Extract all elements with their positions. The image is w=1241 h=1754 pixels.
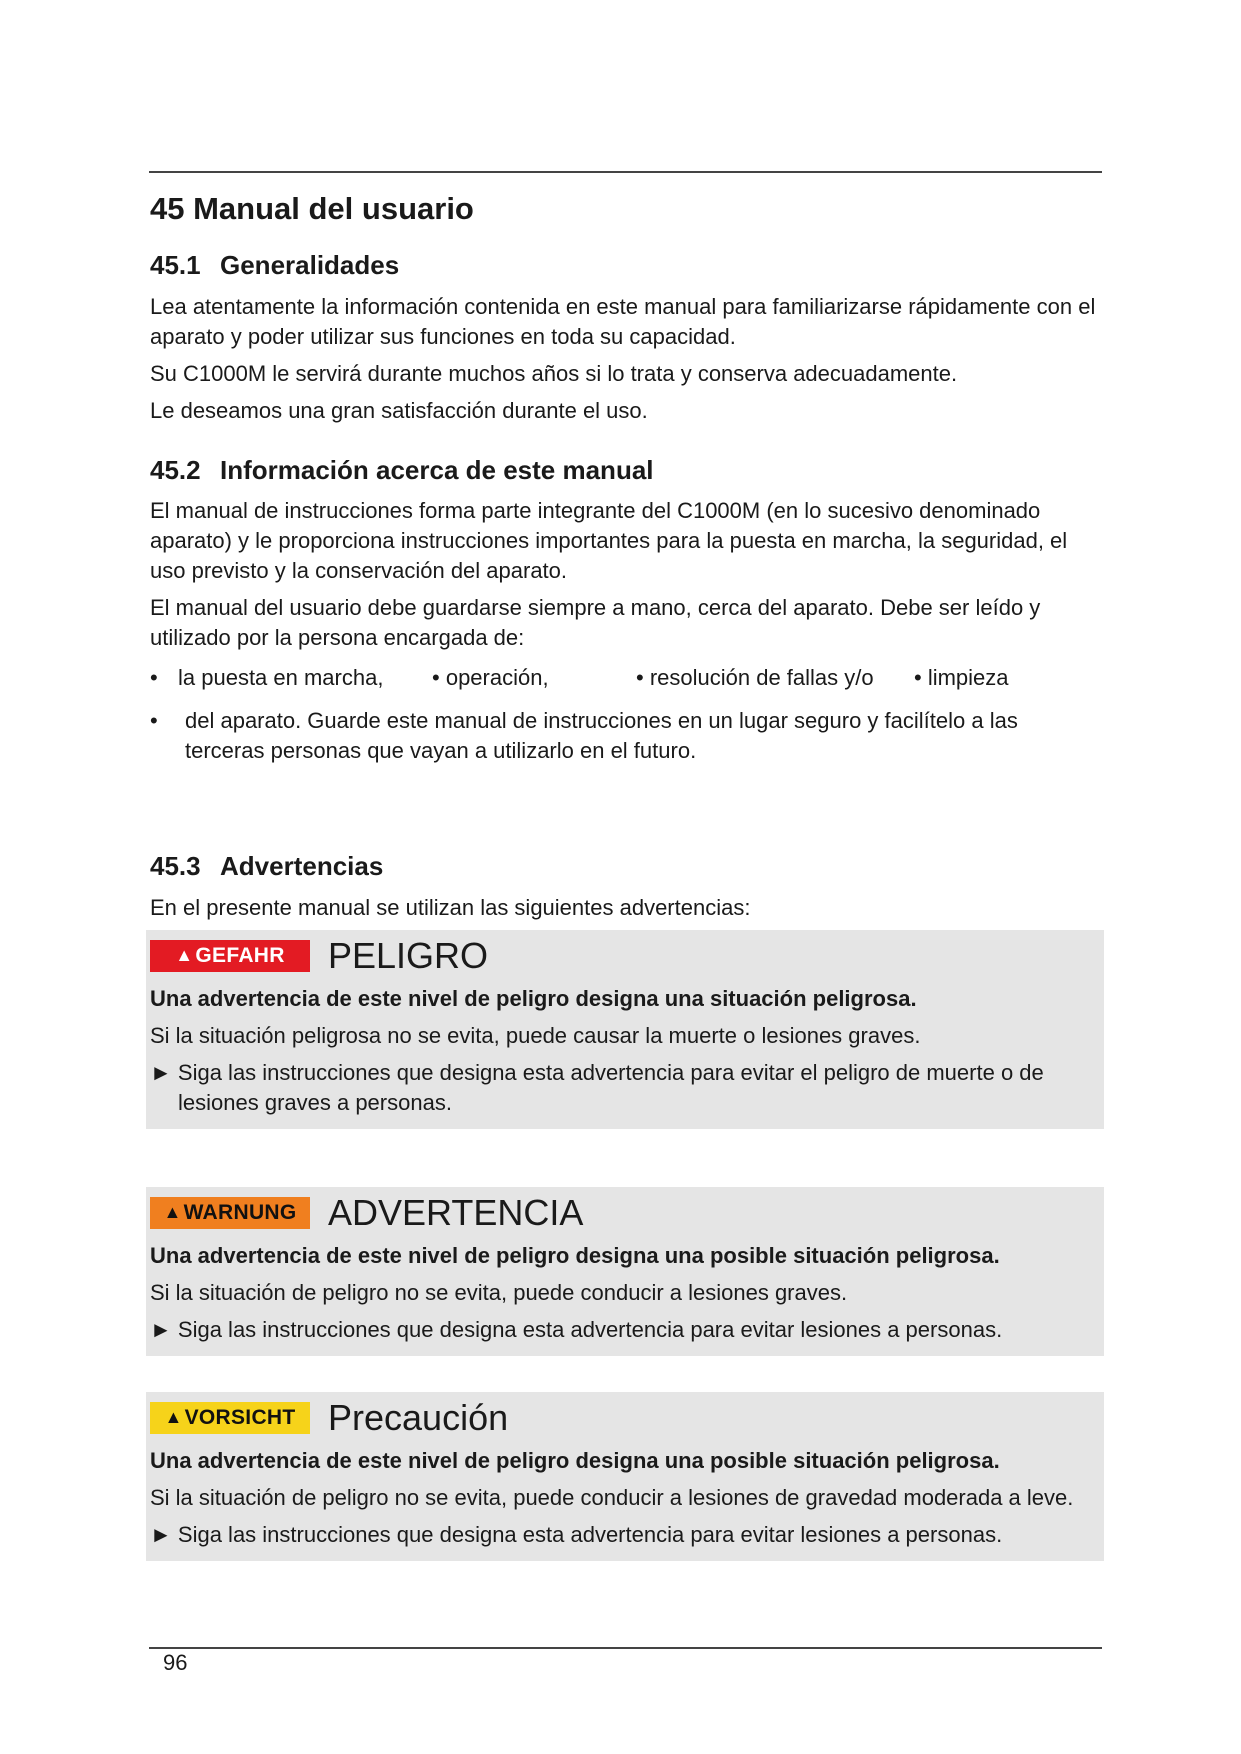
bullet-icon: • xyxy=(914,665,922,691)
bullet-item: • resolución de fallas y/o xyxy=(636,665,874,691)
warning-title: PELIGRO xyxy=(328,934,489,976)
warning-box-warning xyxy=(146,1187,1104,1356)
gefahr-badge: ▲ GEFAHR xyxy=(150,940,310,972)
warning-consequence: Si la situación peligrosa no se evita, puede causar la muerte o lesiones graves. xyxy=(150,1022,921,1048)
section-heading xyxy=(150,454,1100,487)
paragraph: Le deseamos una gran satisfacción durante el uso. xyxy=(150,397,648,423)
vorsicht-badge: ▲ VORSICHT xyxy=(150,1402,310,1434)
bullet-item: • operación, xyxy=(432,665,549,691)
warning-definition: Una advertencia de este nivel de peligro designa una situación peligrosa. xyxy=(150,985,917,1011)
warning-header xyxy=(150,934,1100,978)
warning-definition: Una advertencia de este nivel de peligro designa una posible situación peligrosa. xyxy=(150,1447,1000,1473)
section-number: 45.3 xyxy=(150,851,201,882)
arrow-icon: ► xyxy=(150,1521,172,1547)
page-content xyxy=(150,190,1100,1561)
footer-rule xyxy=(149,1647,1102,1649)
warning-triangle-icon: ▲ xyxy=(164,1407,183,1428)
section-number: 45.1 xyxy=(150,250,201,281)
warning-box-caution xyxy=(146,1392,1104,1561)
section-number: 45.2 xyxy=(150,454,201,485)
bullet-item: • limpieza xyxy=(914,665,1009,691)
section-title: Advertencias xyxy=(220,851,384,882)
section-heading xyxy=(150,850,1100,883)
warning-header xyxy=(150,1191,1100,1235)
warning-action: ► Siga las instrucciones que designa esta advertencia para evitar el peligro de muerte o de lesiones graves a personas. xyxy=(150,1059,1044,1115)
warning-triangle-icon: ▲ xyxy=(163,1202,182,1223)
warning-consequence: Si la situación de peligro no se evita, puede conducir a lesiones de gravedad moderada a leve. xyxy=(150,1484,1074,1510)
list-item: • del aparato. Guarde este manual de instrucciones en un lugar seguro y facilítelo a las terceras personas que vayan a utilizarlo en el futuro. xyxy=(150,708,1018,764)
warning-title: Precaución xyxy=(328,1396,509,1438)
warning-triangle-icon: ▲ xyxy=(175,945,194,966)
bullet-icon: • xyxy=(432,665,440,691)
section-warnings xyxy=(150,850,1100,1561)
section-general xyxy=(150,249,1100,426)
warning-title: ADVERTENCIA xyxy=(328,1191,584,1233)
bullet-icon: • xyxy=(636,665,644,691)
warning-header xyxy=(150,1396,1100,1440)
paragraph: El manual de instrucciones forma parte integrante del C1000M (en lo sucesivo denominado aparato) y le proporciona instrucciones importantes para la puesta en marcha, la seguridad, el uso previsto y la conservación del aparato. xyxy=(150,498,1068,584)
header-rule xyxy=(149,171,1102,173)
arrow-icon: ► xyxy=(150,1316,172,1342)
section-heading xyxy=(150,249,1100,282)
bullet-item: • la puesta en marcha, xyxy=(150,663,383,693)
warning-definition: Una advertencia de este nivel de peligro designa una posible situación peligrosa. xyxy=(150,1242,1000,1268)
chapter-title: 45 Manual del usuario xyxy=(150,191,474,226)
bullet-icon: • xyxy=(150,665,158,691)
list-item xyxy=(150,663,1100,693)
arrow-icon: ► xyxy=(150,1059,172,1085)
paragraph: En el presente manual se utilizan las siguientes advertencias: xyxy=(150,894,751,920)
paragraph: Lea atentamente la información contenida en este manual para familiarizarse rápidamente con el aparato y poder utilizar sus funciones en toda su capacidad. xyxy=(150,293,1096,349)
warning-action: ► Siga las instrucciones que designa esta advertencia para evitar lesiones a personas. xyxy=(150,1521,1003,1547)
warnung-badge: ▲ WARNUNG xyxy=(150,1197,310,1229)
paragraph: El manual del usuario debe guardarse siempre a mano, cerca del aparato. Debe ser leído y utilizado por la persona encargada de: xyxy=(150,595,1041,651)
warning-consequence: Si la situación de peligro no se evita, puede conducir a lesiones graves. xyxy=(150,1279,848,1305)
section-title: Información acerca de este manual xyxy=(220,454,654,485)
warning-box-danger xyxy=(146,930,1104,1129)
section-about-manual xyxy=(150,454,1100,767)
bullet-icon: • xyxy=(150,708,158,734)
page-number: 96 xyxy=(163,1650,188,1675)
warning-action: ► Siga las instrucciones que designa esta advertencia para evitar lesiones a personas. xyxy=(150,1316,1003,1342)
bullet-list xyxy=(150,663,1100,766)
section-title: Generalidades xyxy=(220,250,400,281)
paragraph: Su C1000M le servirá durante muchos años si lo trata y conserva adecuadamente. xyxy=(150,360,958,386)
